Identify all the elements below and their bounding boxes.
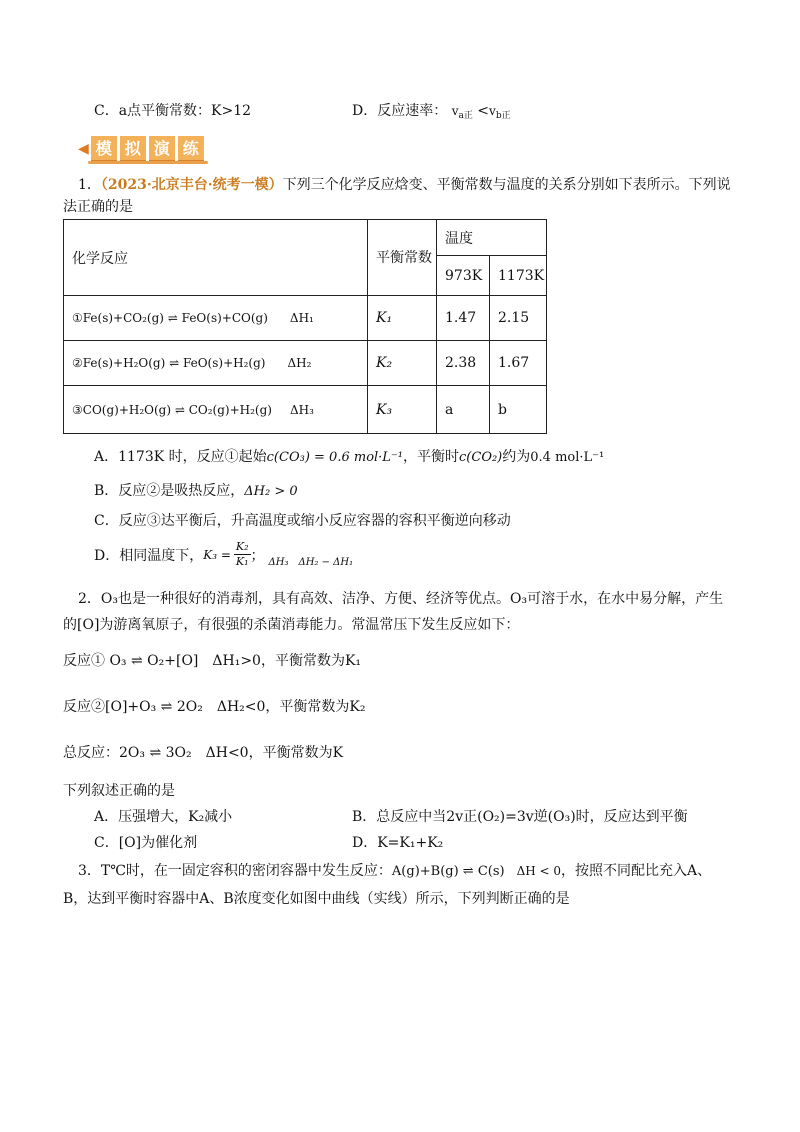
- q1-a-conc1: c(CO₃) = 0.6 mol·L⁻¹: [266, 450, 404, 465]
- table-row: [64, 386, 547, 434]
- q1-a-text2: ，平衡时: [403, 449, 460, 465]
- eq-text: ①Fe(s)+CO₂(g) ⇌ FeO(s)+CO(g): [72, 311, 268, 325]
- q1-a-text3: 约为: [502, 449, 531, 465]
- q1-stem-line2: 法正确的是: [63, 199, 133, 215]
- value-973k: 1.47: [437, 296, 490, 341]
- q1-d-dh3: ΔH₃: [268, 557, 289, 568]
- q1-stem-text: 下列三个化学反应焓变、平衡常数与温度的关系分别如下表所示。下列说: [282, 177, 731, 193]
- value-973k: a: [437, 386, 490, 434]
- reaction-eq: [64, 341, 368, 386]
- q2-reaction2: 反应②[O]+O₃ ⇌ 2O₂ ΔH₂<0，平衡常数为K₂: [63, 699, 366, 715]
- badge-char: 练: [178, 136, 204, 163]
- q1-d-semi: ；: [250, 547, 265, 564]
- q3-line2: B，达到平衡时容器中A、B浓度变化如图中曲线（实线）所示，下列判断正确的是: [63, 891, 570, 907]
- badge-title: [91, 136, 207, 163]
- speaker-icon: ◀︎: [78, 141, 89, 157]
- th-973k: 973K: [437, 256, 490, 296]
- q1-d-dhdiff: ΔH₂ − ΔH₁: [298, 557, 354, 568]
- q2-line1: 2．O₃也是一种很好的消毒剂，具有高效、洁净、方便、经济等优点。O₃可溶于水，在水中易分解，产生: [78, 591, 724, 607]
- rate-v-a: v: [451, 104, 459, 118]
- k-cell: K₂: [368, 341, 437, 386]
- less-than: <: [477, 103, 490, 119]
- q1-stem-line1: [78, 174, 731, 194]
- eq-text: ③CO(g)+H₂O(g) ⇌ CO₂(g)+H₂(g): [72, 402, 272, 417]
- q1-a-conc3: 0.4 mol·L⁻¹: [530, 450, 605, 465]
- value-1173k: 1.67: [490, 341, 547, 386]
- q3-equation: A(g)+B(g) ⇌ C(s): [391, 864, 505, 879]
- th-1173k: 1173K: [490, 256, 547, 296]
- q2-option-a: A．压强增大，K₂减小: [94, 809, 233, 825]
- q3-dh: ΔH < 0: [516, 864, 562, 878]
- table-row: [64, 296, 547, 341]
- reaction-eq: [64, 296, 368, 341]
- option-d-top: [352, 100, 511, 121]
- q1-d-text: D．相同温度下，: [94, 547, 204, 564]
- q1-option-d: [94, 540, 353, 569]
- fraction-den: K₁: [235, 555, 249, 568]
- q2-option-b: B．总反应中当2v正(O₂)=3v逆(O₃)时，反应达到平衡: [352, 809, 688, 825]
- q3-text-b: ，按照不同配比充入A、: [561, 863, 712, 879]
- q1-option-a: [94, 446, 604, 466]
- value-1173k: 2.15: [490, 296, 547, 341]
- badge-char: 模: [91, 136, 117, 163]
- q1-source: （2023·北京丰台·统考一模）: [100, 177, 283, 193]
- th-reaction: 化学反应: [64, 220, 368, 296]
- k-cell: K₁: [368, 296, 437, 341]
- reaction-eq: [64, 386, 368, 434]
- section-badge: [78, 134, 207, 164]
- reaction-table: [63, 219, 547, 434]
- eq-text: ②Fe(s)+H₂O(g) ⇌ FeO(s)+H₂(g): [72, 356, 266, 370]
- rate-v-b-sub: b正: [495, 111, 511, 121]
- q1-a-conc2: c(CO₂): [459, 450, 503, 465]
- q1-number: 1．: [78, 177, 101, 193]
- q1-d-fraction: [234, 540, 251, 569]
- q2-option-d: D．K=K₁+K₂: [352, 835, 444, 851]
- eq-dh: ΔH₁: [289, 311, 314, 325]
- badge-char: 演: [149, 136, 175, 163]
- th-constant: 平衡常数: [368, 220, 437, 296]
- fraction-num: K₂: [235, 540, 249, 553]
- eq-dh: ΔH₃: [289, 402, 314, 417]
- badge-underline: [88, 161, 208, 164]
- value-973k: 2.38: [437, 341, 490, 386]
- q3-line1: [78, 860, 711, 880]
- q1-d-k3: K₃ =: [203, 547, 231, 562]
- option-d-top-prefix: D．反应速率：: [352, 103, 448, 119]
- q2-reaction-total: 总反应：2O₃ ⇌ 3O₂ ΔH<0，平衡常数为K: [63, 745, 344, 761]
- q2-option-c: C．[O]为催化剂: [94, 835, 198, 851]
- q2-line2: 的[O]为游离氧原子，有很强的杀菌消毒能力。常温常压下发生反应如下：: [63, 617, 520, 633]
- q2-ask: 下列叙述正确的是: [63, 783, 175, 799]
- option-c-top: C．a点平衡常数：K>12: [94, 103, 252, 119]
- value-1173k: b: [490, 386, 547, 434]
- th-temp: 温度: [437, 220, 547, 256]
- k-cell: K₃: [368, 386, 437, 434]
- q1-option-c: C．反应③达平衡后，升高温度或缩小反应容器的容积平衡逆向移动: [94, 513, 511, 529]
- table-row: [64, 341, 547, 386]
- rate-v-a-sub: a正: [458, 111, 473, 121]
- eq-dh: ΔH₂: [287, 356, 312, 370]
- q1-option-b: [94, 480, 298, 500]
- q1-b-text: B．反应②是吸热反应，: [94, 483, 245, 499]
- q2-reaction1: 反应① O₃ ⇌ O₂+[O] ΔH₁>0，平衡常数为K₁: [63, 653, 362, 669]
- q1-a-text: A．1173K 时，反应①起始: [94, 449, 267, 465]
- q1-b-math: ΔH₂ > 0: [244, 484, 298, 499]
- badge-char: 拟: [120, 136, 146, 163]
- q3-text-a: 3．T℃时，在一固定容积的密闭容器中发生反应：: [78, 863, 392, 879]
- rate-v-b: v: [489, 104, 496, 118]
